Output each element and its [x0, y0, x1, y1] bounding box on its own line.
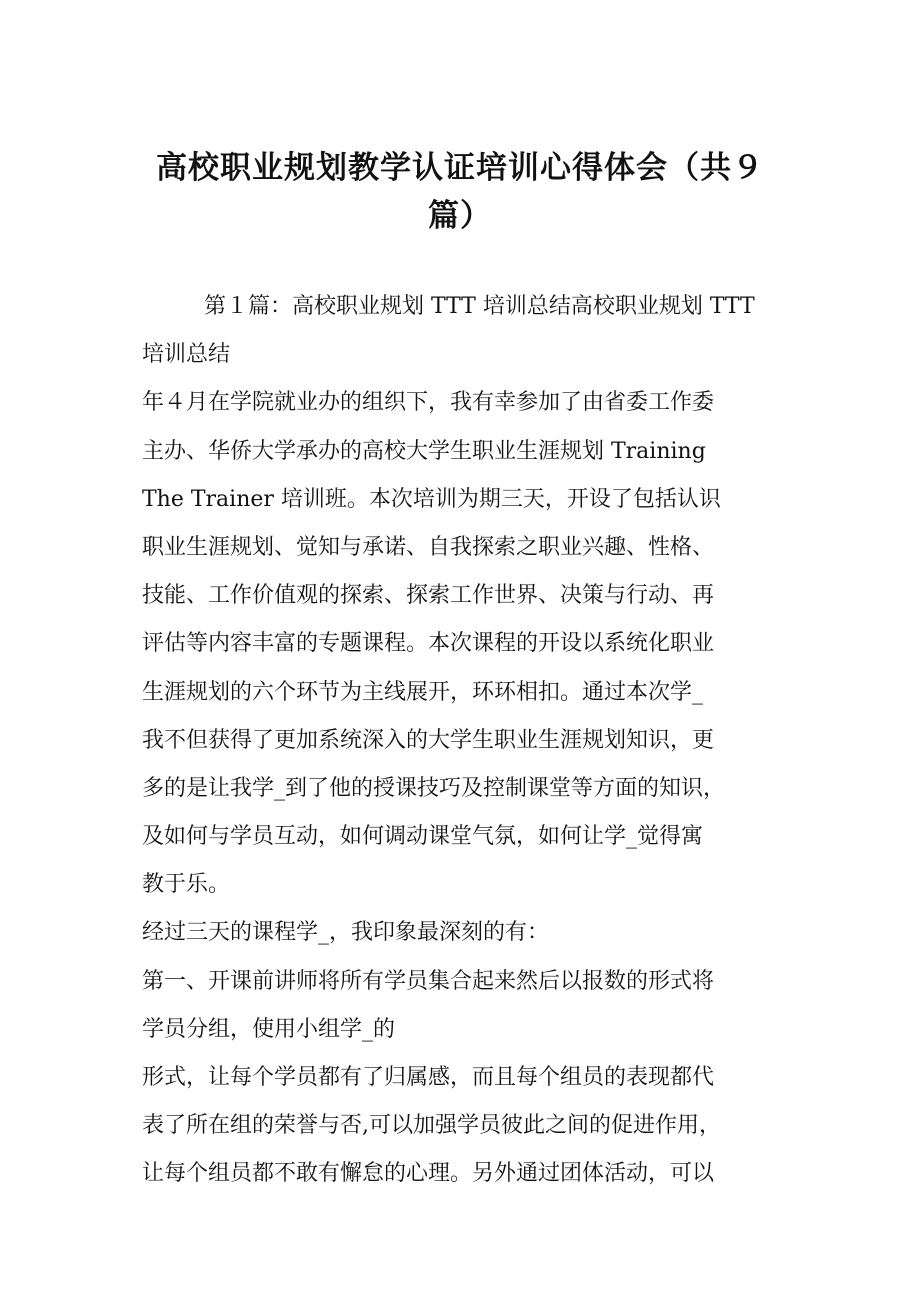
- body-line: 评估等内容丰富的专题课程。本次课程的开设以系统化职业: [142, 631, 715, 657]
- body-line: 培训总结: [142, 342, 231, 368]
- body-line: 让每个组员都不敢有懈怠的心理。另外通过团体活动，可以: [142, 1161, 715, 1187]
- body-line: 第一、开课前讲师将所有学员集合起来然后以报数的形式将: [142, 968, 715, 994]
- body-line: 及如何与学员互动，如何调动课堂气氛，如何让学_觉得寓: [142, 824, 704, 850]
- body-line: 技能、工作价值观的探索、探索工作世界、决策与行动、再: [142, 583, 715, 609]
- body-line: The Trainer 培训班。本次培训为期三天，开设了包括认识: [142, 486, 721, 512]
- body-line: 我不但获得了更加系统深入的大学生职业生涯规划知识，更: [142, 727, 715, 753]
- document-body: [142, 283, 792, 1199]
- body-line: 教于乐。: [142, 872, 231, 898]
- title-line: 高校职业规划教学认证培训心得体会（共９: [156, 150, 764, 186]
- body-line: 学员分组，使用小组学_的: [142, 1016, 396, 1042]
- body-line: 职业生涯规划、觉知与承诺、自我探索之职业兴趣、性格、: [142, 534, 715, 560]
- body-line: 经过三天的课程学_，我印象最深刻的有：: [142, 920, 550, 946]
- document-title: [120, 142, 800, 238]
- body-line: 生涯规划的六个环节为主线展开，环环相扣。通过本次学_: [142, 679, 704, 705]
- body-line: 主办、华侨大学承办的高校大学生职业生涯规划 Training: [142, 438, 706, 464]
- body-line: 表了所在组的荣誉与否,可以加强学员彼此之间的促进作用，: [142, 1113, 721, 1139]
- body-line: 多的是让我学_到了他的授课技巧及控制课堂等方面的知识，: [142, 775, 726, 801]
- body-line: 形式，让每个学员都有了归属感，而且每个组员的表现都代: [142, 1065, 715, 1090]
- body-line: 年４月在学院就业办的组织下，我有幸参加了由省委工作委: [142, 390, 715, 416]
- title-line: 篇）: [428, 198, 492, 235]
- body-line: 第１篇：高校职业规划 TTT 培训总结高校职业规划 TTT: [204, 294, 755, 319]
